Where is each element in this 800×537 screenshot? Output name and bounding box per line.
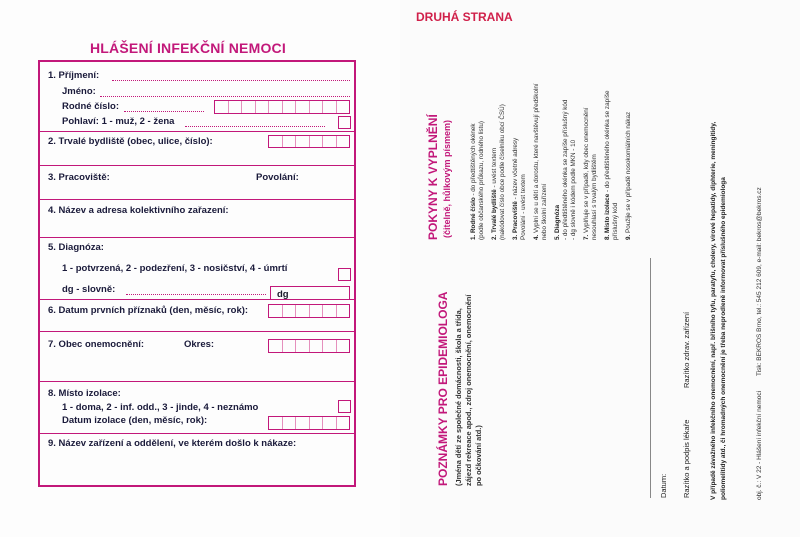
- field-dg-slovne[interactable]: [126, 294, 266, 295]
- label-dg-box: dg: [277, 289, 289, 300]
- field-prijmeni[interactable]: [112, 80, 350, 81]
- poznamky-line-3: po očkování atd.): [474, 425, 483, 486]
- label-diagnoza-options: 1 - potvrzená, 2 - podezření, 3 - nosičství, 4 - úmrtí: [62, 263, 288, 274]
- pokyny-item-text: Vyplní se u dětí a dorostu, které navštěvují předškolní: [533, 83, 540, 235]
- pokyny-item-text: nesouhlasí s trvalým bydlištěm: [591, 154, 598, 240]
- label-povolani: Povolání:: [256, 172, 299, 183]
- order-number: obj. č.: V 22 - Hlášení infekční nemoci: [756, 390, 763, 500]
- label-pracoviste: 3. Pracoviště:: [48, 172, 110, 183]
- section-bydliste: [40, 131, 354, 165]
- pokyny-item-bold: 3. Pracoviště: [512, 201, 519, 240]
- pokyny-item: [625, 112, 632, 240]
- field-pohlavi-code[interactable]: [338, 116, 351, 129]
- signature-divider: [650, 258, 651, 498]
- pokyny-item-bold: 5. Diagnóza: [554, 205, 561, 240]
- field-datum-priznaku[interactable]: [268, 304, 350, 318]
- pokyny-item-bold: 2. Trvalé bydliště: [491, 189, 498, 240]
- report-form: [38, 60, 356, 487]
- field-rodne-cislo[interactable]: [214, 100, 350, 114]
- pokyny-item-text: Použije se v případě nosokomiálních nákaz: [625, 111, 632, 235]
- pokyny-item-text: Povolání - uvést textem: [520, 174, 527, 240]
- field-obec-code[interactable]: [268, 339, 350, 353]
- poznamky-title: POZNÁMKY PRO EPIDEMIOLOGA: [436, 291, 450, 486]
- label-datum-priznaku: 6. Datum prvních příznaků (den, měsíc, rok):: [48, 305, 249, 316]
- pokyny-item: [604, 91, 611, 240]
- label-okres: Okres:: [184, 339, 215, 350]
- label-datum-izolace: Datum izolace (den, měsíc, rok):: [62, 415, 208, 426]
- label-misto-izolace: 8. Místo izolace:: [48, 388, 121, 399]
- pokyny-item-text: - do předtištěných okének: [470, 123, 477, 198]
- label-razitko-zarizeni: Razítko zdrav. zařízení: [682, 311, 691, 388]
- pokyny-item-text: - do předtištěného okénka se zapíše příslušný kód: [562, 99, 569, 240]
- pokyny-item: [499, 104, 506, 240]
- label-razitko-lekar: Razítko a podpis lékaře: [682, 419, 691, 498]
- poznamky-line-1: (Jména dětí ze společné domácnosti, škola a třída,: [454, 308, 463, 486]
- pokyny-item-bold: 9.: [625, 234, 632, 240]
- section-kolektiv: [40, 199, 354, 233]
- label-rodne-cislo: Rodné číslo:: [62, 101, 120, 112]
- footer-note-2: poliomelitidy atd., či hromadných onemocnění je třeba neprodleně informovat příslušného epidemiologa: [720, 177, 727, 500]
- pokyny-item: [470, 123, 477, 240]
- pokyny-item-text: Vyplňuje se v případě, kdy obec onemocnění: [583, 107, 590, 235]
- field-datum-izolace[interactable]: [268, 416, 350, 430]
- pokyny-item-bold: 8. Místo izolace: [604, 193, 611, 240]
- pokyny-item-bold: 1. Rodné číslo: [470, 197, 477, 240]
- pokyny-title: POKYNY K VYPLNĚNÍ: [426, 114, 440, 240]
- pokyny-item: [533, 83, 540, 240]
- pokyny-item-text: příslušný kód: [612, 202, 619, 240]
- pokyny-item: [554, 205, 561, 240]
- field-dg-code[interactable]: [270, 286, 350, 300]
- label-bydliste: 2. Trvalé bydliště (obec, ulice, číslo):: [48, 136, 213, 147]
- pokyny-item-text: (podle občanského průkazu, rodného listu): [478, 120, 485, 240]
- label-diagnoza: 5. Diagnóza:: [48, 242, 104, 253]
- back-page-header: DRUHÁ STRANA: [416, 10, 513, 24]
- pokyny-item-text: - název včetně adresy: [512, 137, 519, 202]
- section-diagnoza: [40, 237, 354, 299]
- field-pohlavi-dots: [185, 126, 325, 127]
- pokyny-item: [591, 154, 598, 240]
- section-pracoviste: [40, 165, 354, 199]
- pokyny-item: [570, 140, 577, 240]
- field-bydliste-code[interactable]: [268, 135, 350, 148]
- field-jmeno[interactable]: [100, 96, 350, 97]
- pokyny-item: [541, 184, 548, 240]
- pokyny-item: [478, 121, 485, 240]
- field-rodne-cislo-dots: [124, 111, 204, 112]
- pokyny-item-text: - uvést textem: [491, 147, 498, 190]
- section-izolace: [40, 381, 354, 433]
- label-prijmeni: 1. Příjmení:: [48, 70, 100, 81]
- pokyny-item-bold: 4.: [533, 234, 540, 240]
- pokyny-item-text: - do předtištěného okénka se zapíše: [604, 90, 611, 194]
- pokyny-item: [562, 100, 569, 240]
- label-dg-slovne: dg - slovně:: [62, 284, 116, 295]
- section-obec: [40, 331, 354, 381]
- form-title: HLÁŠENÍ INFEKČNÍ NEMOCI: [90, 40, 286, 56]
- pokyny-item: [491, 148, 498, 240]
- label-izolace-options: 1 - doma, 2 - inf. odd., 3 - jinde, 4 - neznámo: [62, 402, 259, 413]
- label-kolektiv: 4. Název a adresa kolektivního zařazení:: [48, 205, 229, 216]
- poznamky-line-2: zájezd rekreace apod., zdroj onemocnění, onemocnění: [464, 294, 473, 486]
- printer-info: Tisk: BEKROS Brno, tel.: 545 212 609, e-mail: bekros@bekros.cz: [756, 187, 763, 376]
- pokyny-subtitle: (čitelně, hůlkovým písmem): [442, 119, 452, 238]
- pokyny-item: [612, 203, 619, 240]
- pokyny-item-text: (nakódovat číslo obce podle číselníku obcí ČSÚ): [499, 104, 506, 240]
- pokyny-item: [512, 138, 519, 240]
- pokyny-item: [583, 108, 590, 240]
- pokyny-item-text: - dg slovně i kódem podle MKN - 10: [570, 139, 577, 240]
- pokyny-item-text: nebo školní zařízení: [541, 183, 548, 240]
- field-izolace-code[interactable]: [338, 400, 351, 413]
- section-zarizeni: [40, 433, 354, 485]
- label-pohlavi: Pohlaví: 1 - muž, 2 - žena: [62, 116, 175, 127]
- label-zarizeni: 9. Název zařízení a oddělení, ve kterém došlo k nákaze:: [48, 438, 297, 449]
- footer-note-1: V případě závažného infekčního onemocnění, např. břišního tyfu, paratyfu, cholery, virové hepatidy, diphterie, meningitidy,: [710, 121, 717, 500]
- label-datum: Datum:: [659, 473, 668, 498]
- pokyny-item-bold: 7.: [583, 234, 590, 240]
- pokyny-item: [520, 174, 527, 240]
- field-diagnoza-code[interactable]: [338, 268, 351, 281]
- label-obec: 7. Obec onemocnění:: [48, 339, 145, 350]
- label-jmeno: Jméno:: [62, 86, 96, 97]
- section-datum-priznaku: [40, 299, 354, 331]
